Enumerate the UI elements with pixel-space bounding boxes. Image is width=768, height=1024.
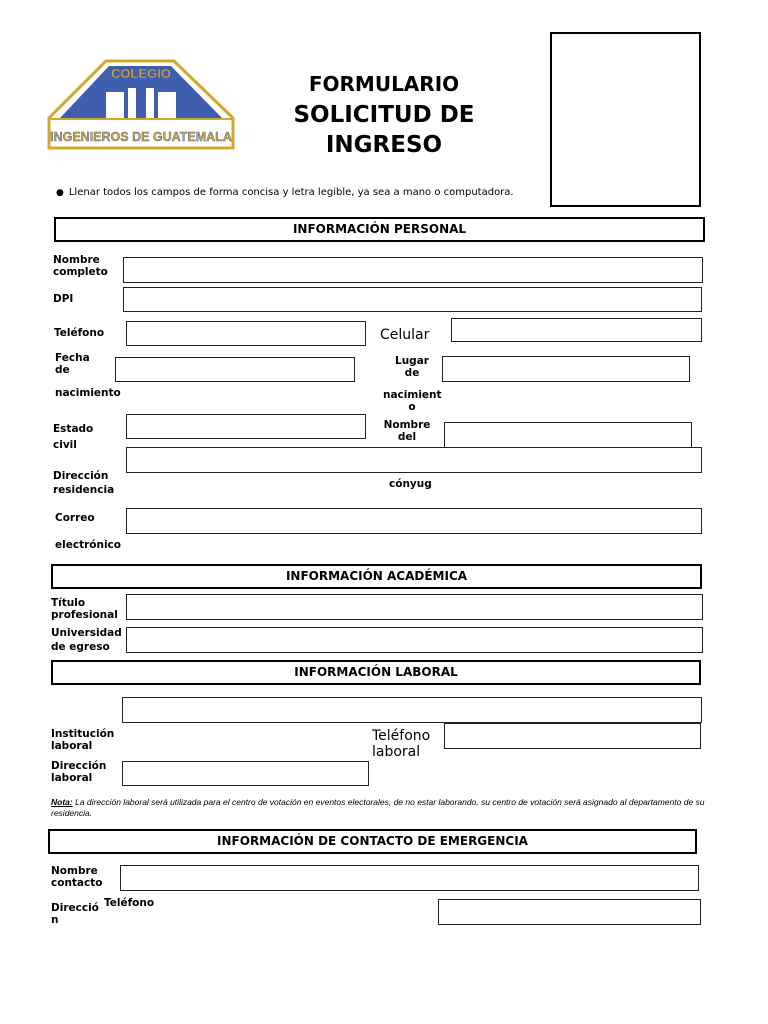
form-title [240, 72, 528, 160]
input-telefono-laboral[interactable] [444, 723, 701, 749]
instruction-text: Llenar todos los campos de forma concisa y letra legible, ya sea a mano o computadora. [68, 187, 514, 198]
input-nombre-contacto[interactable] [120, 865, 699, 891]
instruction-item [56, 187, 514, 199]
label-correo: Correo electrónico [55, 512, 121, 551]
label-telefono-contacto: Teléfono [104, 897, 155, 909]
logo-bottom-text: INGENIEROS DE GUATEMALA [50, 130, 232, 144]
input-correo[interactable] [126, 508, 702, 534]
label-telefono: Teléfono [54, 327, 105, 339]
input-universidad[interactable] [126, 627, 703, 653]
label-dpi: DPI [53, 293, 74, 305]
label-celular: Celular [380, 327, 430, 343]
label-nombre-contacto: Nombre contacto [51, 865, 103, 889]
label-titulo: Título profesional [51, 597, 118, 621]
input-direccion-residencia[interactable] [126, 447, 702, 473]
photo-box[interactable] [550, 32, 701, 207]
title-line1: FORMULARIO [308, 72, 460, 96]
label-universidad: Universidad de egreso [51, 627, 122, 653]
input-dpi[interactable] [123, 287, 702, 312]
input-estado-civil[interactable] [126, 414, 366, 439]
input-nombre-conyuge[interactable] [444, 422, 692, 448]
label-institucion: Institución laboral [51, 728, 115, 752]
label-nombre-completo: Nombre completo [53, 254, 108, 278]
label-direccion-residencia: Dirección residencia [53, 470, 115, 496]
input-nombre-completo[interactable] [123, 257, 703, 283]
input-lugar-nacimiento[interactable] [442, 356, 690, 382]
input-institucion[interactable] [122, 697, 702, 723]
nota-text: La dirección laboral será utilizada para el centro de votación en eventos electorales, de no estar laborando, su centro de votación será asignado al departamento de su residencia. [51, 797, 705, 818]
section-header-personal: INFORMACIÓN PERSONAL [54, 217, 705, 242]
section-header-laboral: INFORMACIÓN LABORAL [51, 660, 701, 685]
label-direccion-laboral: Dirección laboral [51, 760, 107, 784]
input-telefono[interactable] [126, 321, 366, 346]
title-line2: SOLICITUD DE INGRESO [293, 102, 475, 158]
input-celular[interactable] [451, 318, 702, 342]
nota-laboral [51, 797, 711, 819]
label-estado-civil: Estado civil [53, 423, 94, 451]
nota-label: Nota: [51, 797, 73, 807]
label-telefono-laboral: Teléfono laboral [372, 728, 431, 760]
input-direccion-laboral[interactable] [122, 761, 369, 786]
label-lugar-nacimiento: Lugar de nacimient o [383, 355, 442, 413]
logo-top-text: COLEGIO [111, 66, 171, 81]
colegio-logo [46, 58, 236, 154]
section-header-academica: INFORMACIÓN ACADÉMICA [51, 564, 702, 589]
bullet-icon: ● [56, 188, 64, 198]
input-telefono-contacto[interactable] [438, 899, 701, 925]
label-direccion-contacto: Direcció n [51, 902, 99, 926]
section-header-emergencia: INFORMACIÓN DE CONTACTO DE EMERGENCIA [48, 829, 697, 854]
label-nombre-conyuge: Nombre del [383, 419, 431, 443]
label-fecha-nacimiento: Fecha de nacimiento [55, 352, 121, 399]
input-fecha-nacimiento[interactable] [115, 357, 355, 382]
input-titulo[interactable] [126, 594, 703, 620]
label-conyuge-continued: cónyug [389, 478, 432, 490]
